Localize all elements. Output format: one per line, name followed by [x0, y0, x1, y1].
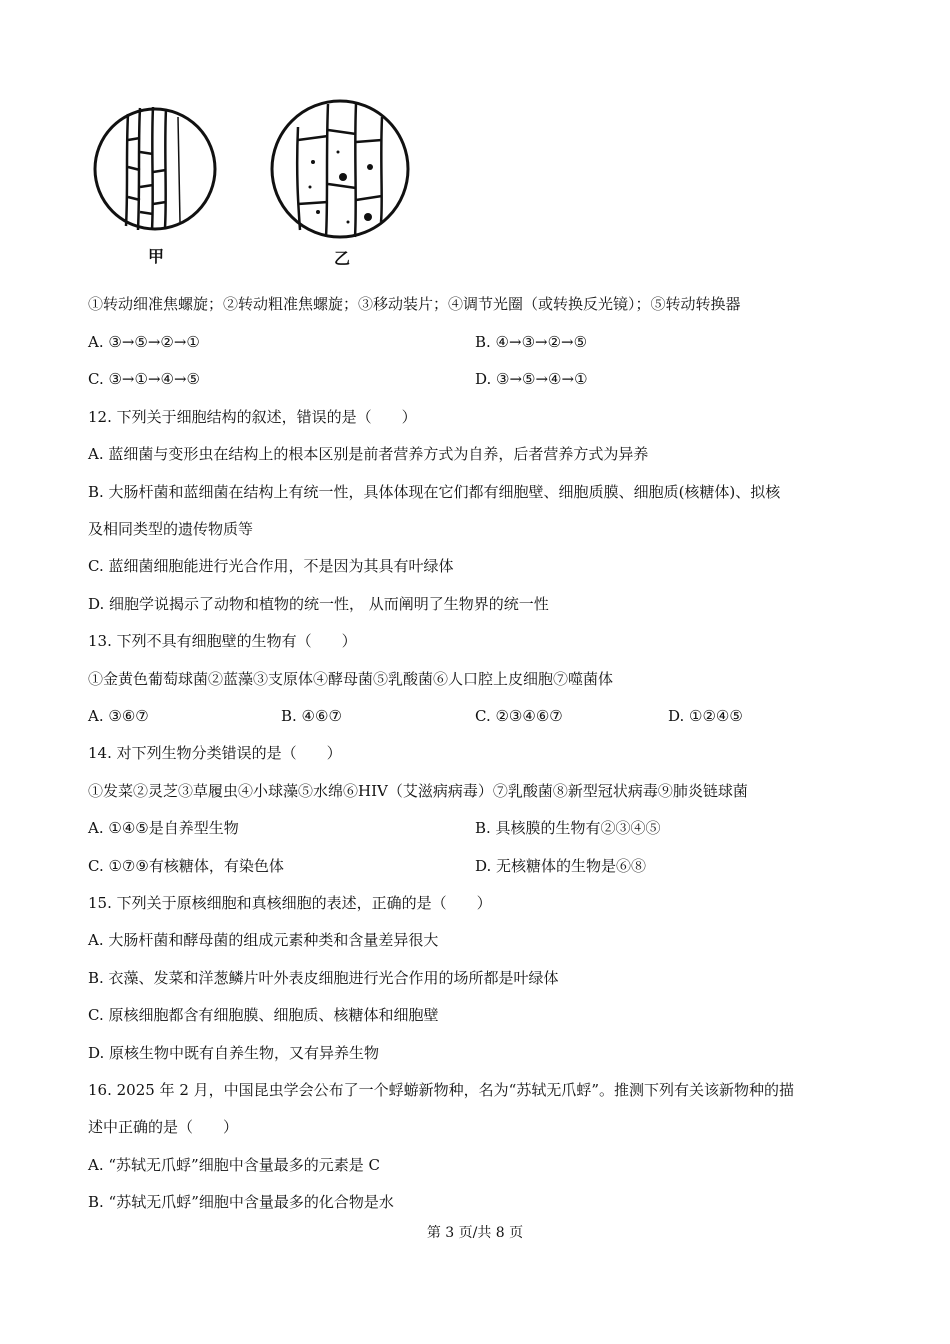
q16-stem-line2: 述中正确的是（ ） — [88, 1118, 239, 1136]
q12-stem: 12. 下列关于细胞结构的叙述，错误的是（ ） — [88, 408, 417, 426]
figure-label-yi: 乙 — [334, 249, 351, 268]
q13-option-a: A. ③⑥⑦ — [88, 707, 149, 725]
figure-label-jia: 甲 — [148, 247, 165, 266]
q16-option-a: A. “苏轼无爪蜉”细胞中含量最多的元素是 C — [88, 1156, 380, 1174]
page-footer: 第 3 页/共 8 页 — [426, 1225, 524, 1241]
q12-option-c: C. 蓝细菌细胞能进行光合作用，不是因为其具有叶绿体 — [88, 557, 454, 575]
q14-items: ①发菜②灵芝③草履虫④小球藻⑤水绵⑥HIV（艾滋病病毒）⑦乳酸菌⑧新型冠状病毒⑨肺炎链球菌 — [88, 782, 748, 800]
q11-option-c: C. ③→①→④→⑤ — [88, 370, 200, 388]
q13-items: ①金黄色葡萄球菌②蓝藻③支原体④酵母菌⑤乳酸菌⑥人口腔上皮细胞⑦噬菌体 — [88, 670, 614, 688]
q15-stem: 15. 下列关于原核细胞和真核细胞的表述，正确的是（ ） — [88, 894, 492, 912]
q12-option-b-line2: 及相同类型的遗传物质等 — [88, 520, 254, 538]
q11-steps: ①转动细准焦螺旋；②转动粗准焦螺旋；③移动装片；④调节光圈（或转换反光镜）；⑤转动转换器 — [88, 295, 741, 313]
q12-option-d: D. 细胞学说揭示了动物和植物的统一性， 从而阐明了生物界的统一性 — [88, 595, 549, 613]
q13-option-d: D. ①②④⑤ — [668, 707, 743, 725]
q13-option-b: B. ④⑥⑦ — [281, 707, 342, 725]
q14-option-d: D. 无核糖体的生物是⑥⑧ — [475, 857, 647, 875]
q11-option-d: D. ③→⑤→④→① — [475, 370, 588, 388]
q14-option-c: C. ①⑦⑨有核糖体，有染色体 — [88, 857, 284, 875]
q16-option-b: B. “苏轼无爪蜉”细胞中含量最多的化合物是水 — [88, 1193, 394, 1211]
q13-stem: 13. 下列不具有细胞壁的生物有（ ） — [88, 632, 357, 650]
q12-option-b-line1: B. 大肠杆菌和蓝细菌在结构上有统一性，具体体现在它们都有细胞壁、细胞质膜、细胞质(核糖体)、拟核 — [88, 483, 781, 501]
q15-option-d: D. 原核生物中既有自养生物，又有异养生物 — [88, 1044, 380, 1062]
field-of-view-yi — [272, 101, 408, 237]
q15-option-b: B. 衣藻、发菜和洋葱鳞片叶外表皮细胞进行光合作用的场所都是叶绿体 — [88, 969, 559, 987]
q13-option-c: C. ②③④⑥⑦ — [475, 707, 563, 725]
q11-option-b: B. ④→③→②→⑤ — [475, 333, 588, 351]
q11-option-a: A. ③→⑤→②→① — [88, 333, 200, 351]
q16-stem-line1: 16. 2025 年 2 月，中国昆虫学会公布了一个蜉蝣新物种，名为“苏轼无爪蜉”。推测下列有关该新物种的描 — [88, 1081, 794, 1099]
microscope-figure — [88, 92, 428, 272]
field-of-view-jia — [95, 107, 215, 230]
q12-option-a: A. 蓝细菌与变形虫在结构上的根本区别是前者营养方式为自养，后者营养方式为异养 — [88, 445, 649, 463]
q15-option-c: C. 原核细胞都含有细胞膜、细胞质、核糖体和细胞壁 — [88, 1006, 439, 1024]
q14-option-b: B. 具核膜的生物有②③④⑤ — [475, 819, 661, 837]
q14-option-a: A. ①④⑤是自养型生物 — [88, 819, 239, 837]
q14-stem: 14. 对下列生物分类错误的是（ ） — [88, 744, 342, 762]
q15-option-a: A. 大肠杆菌和酵母菌的组成元素种类和含量差异很大 — [88, 931, 439, 949]
